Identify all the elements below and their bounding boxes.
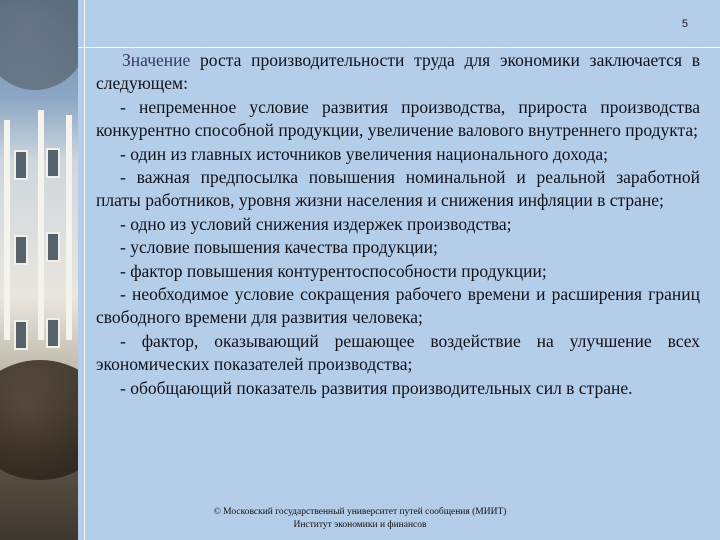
vertical-divider [84, 0, 85, 540]
list-item: - необходимое условие сокращения рабочего времени и расширения границ свободного времени для развития человека; [96, 284, 700, 328]
footer-institute: Институт экономики и финансов [293, 520, 427, 530]
slide-number: 5 [681, 18, 688, 30]
intro-highlight: Значение [122, 50, 191, 70]
list-item: - обобщающий показатель развития производительных сил в стране. [120, 377, 633, 398]
list-item: - фактор повышения контурентоспособности продукции; [120, 260, 547, 281]
footer [150, 506, 570, 532]
list-item: - непременное условие развития производства, прироста производства конкурентно способной продукции, увеличение валового внутреннего продукта; [96, 96, 700, 141]
building-photo [0, 0, 78, 540]
list-item: - одно из условий снижения издержек производства; [120, 213, 512, 234]
list-item: - условие повышения качества продукции; [120, 237, 438, 258]
horizontal-divider [78, 47, 720, 48]
list-item: - один из главных источников увеличения национального дохода; [120, 143, 608, 164]
footer-copyright: © Московский государственный университет путей сообщения (МИИТ) [213, 507, 507, 517]
list-item: - важная предпосылка повышения номинальной и реальной заработной платы работников, уровня жизни населения и снижения инфляции в стране; [96, 167, 700, 211]
slide-content [96, 49, 700, 400]
intro-paragraph [96, 49, 700, 96]
intro-text: роста производительности труда для экономики заключается в следующем: [96, 50, 700, 94]
list-item: - фактор, оказывающий решающее воздействие на улучшение всех экономических показателей производства; [96, 330, 700, 375]
